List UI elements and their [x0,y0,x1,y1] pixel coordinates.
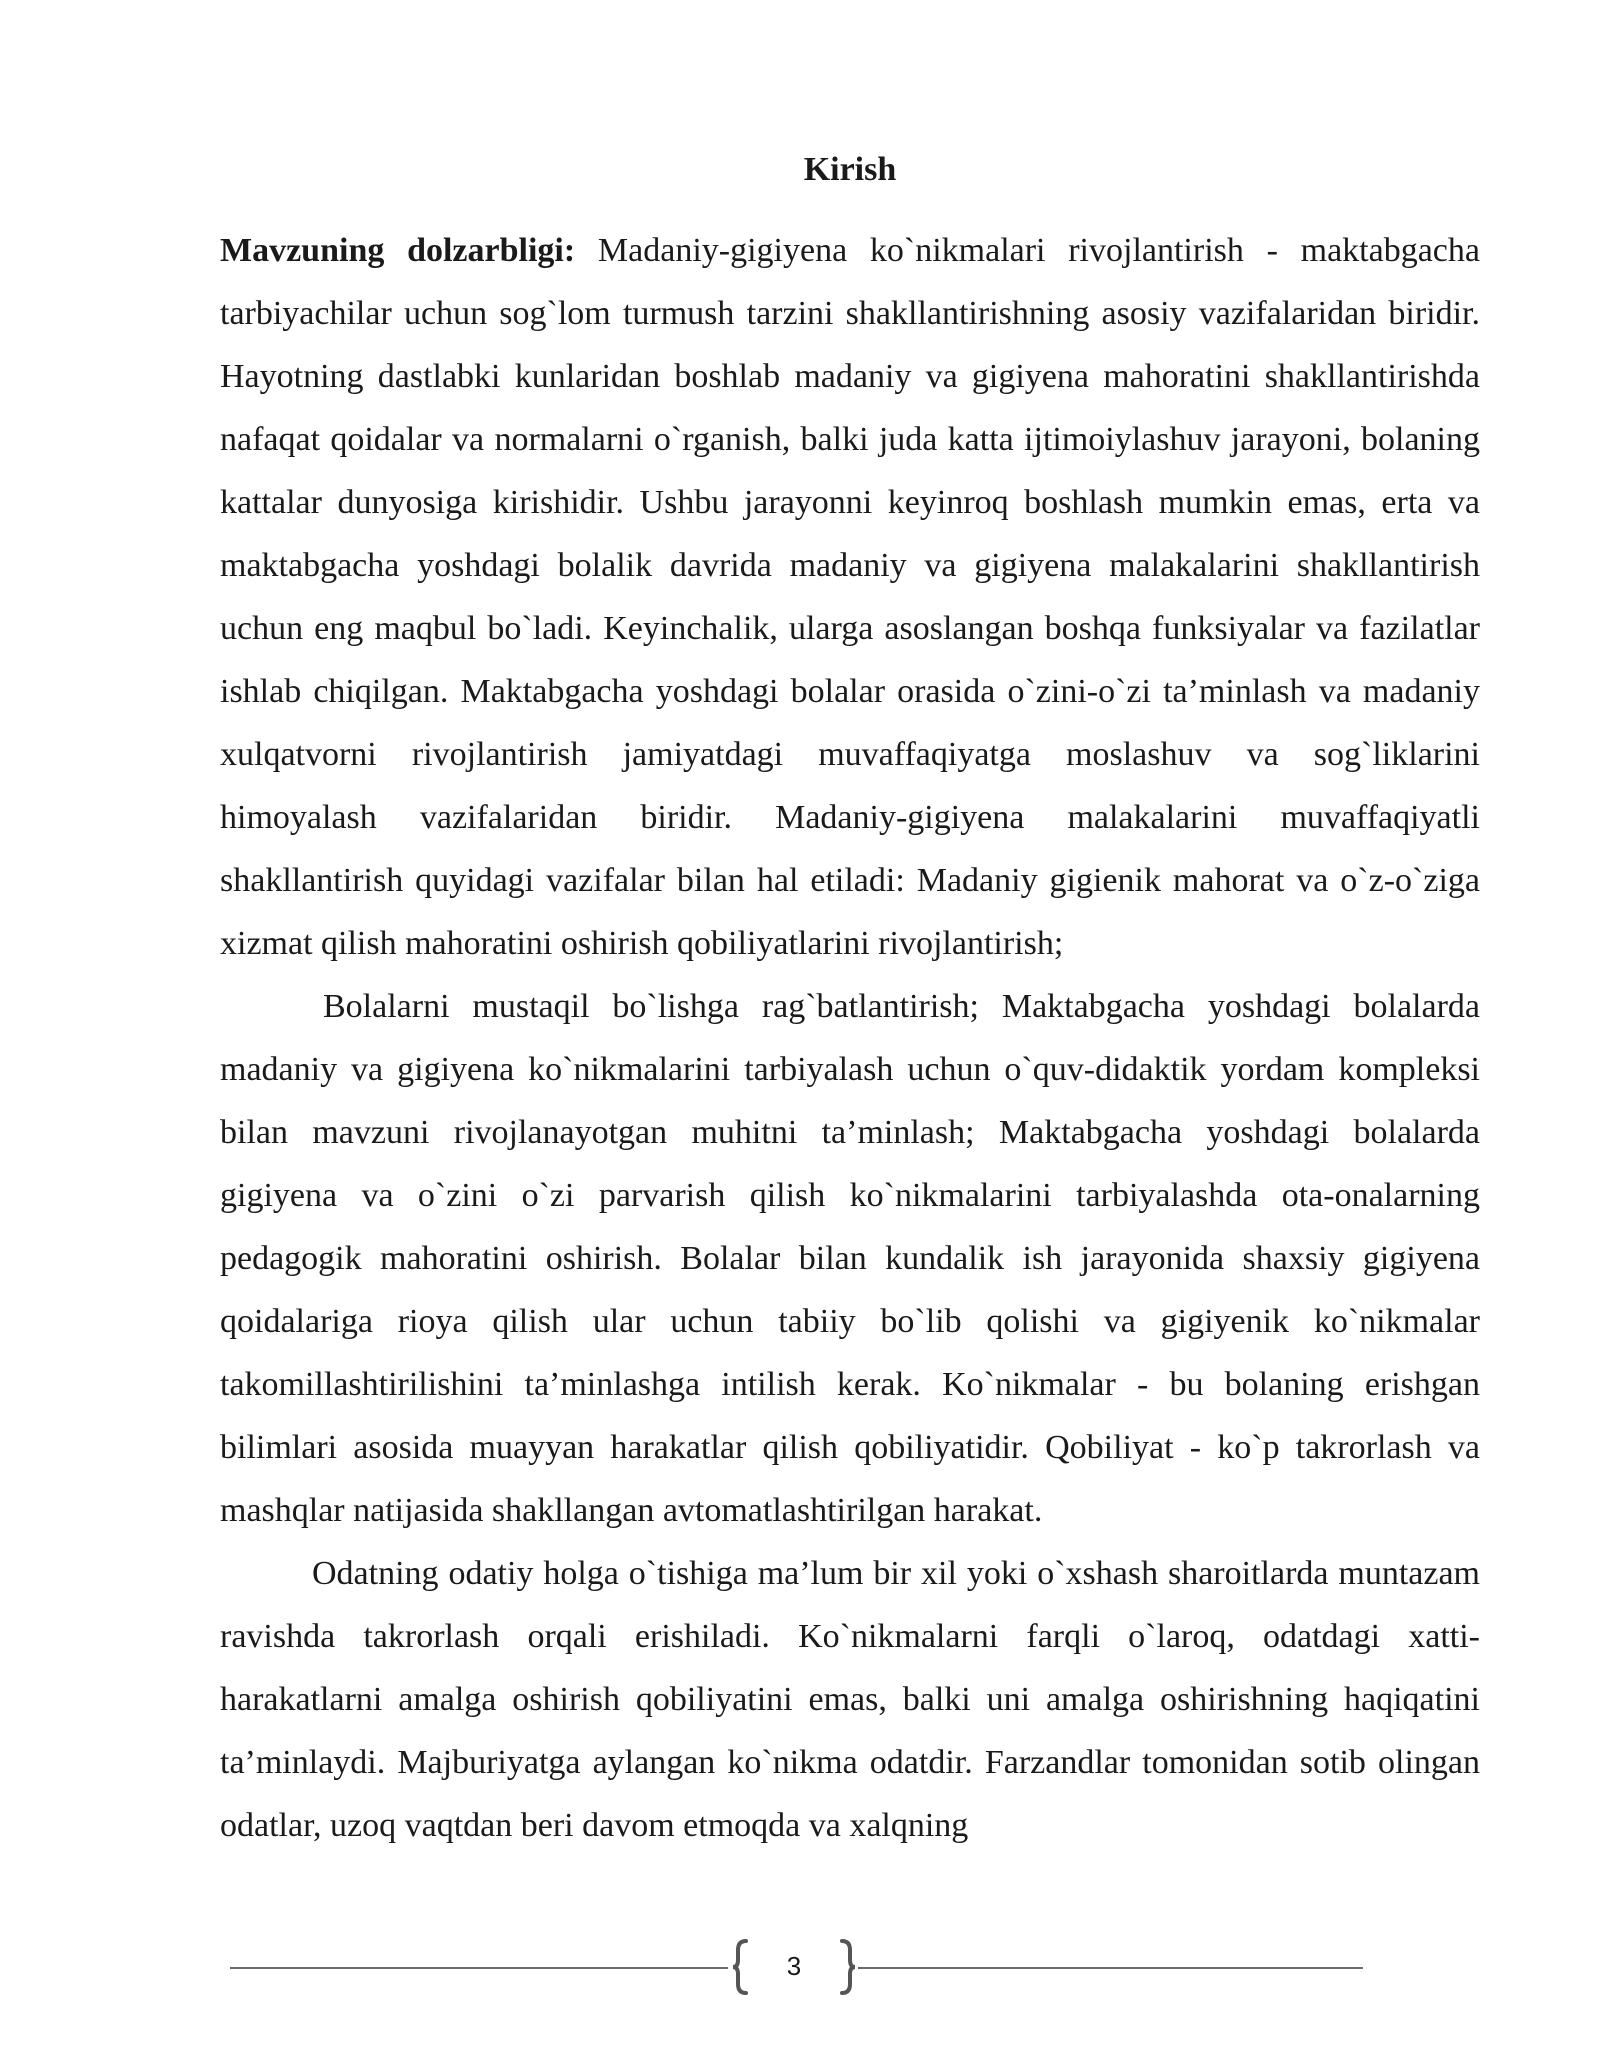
section-title: Kirish [803,151,897,188]
paragraph-relevance [220,219,1480,975]
right-bracket-icon [838,1938,858,1996]
left-bracket-icon [730,1938,750,1996]
paragraph-habits: Odatning odatiy holga o`tishiga ma’lum bir xil yoki o`xshash sharoitlarda muntazam ravishda takrorlash orqali erishiladi. Ko`nikmalarni farqli o`laroq, odatdagi xatti-harakatlarni amalga oshirish qobiliyatini emas, balki uni amalga oshirishning haqiqatini ta’minlaydi. Majburiyatga aylangan ko`nikma odatdir. Farzandlar tomonidan sotib olingan odatlar, uzoq vaqtdan beri davom etmoqda va xalqning [220,1555,1480,1844]
body-text [220,219,1480,1857]
page-footer [230,1938,1365,1998]
paragraph-tasks: Bolalarni mustaqil bo`lishga rag`batlantirish; Maktabgacha yoshdagi bolalarda madaniy va gigiyena ko`nikmalarini tarbiyalash uchun o`quv-didaktik yordam kompleksi bilan mavzuni rivojlanayotgan muhitni ta’minlash; Maktabgacha yoshdagi bolalarda gigiyena va o`zini o`zi parvarish qilish ko`nikmalarini tarbiyalashda ota-onalarning pedagogik mahoratini oshirish. Bolalar bilan kundalik ish jarayonida shaxsiy gigiyena qoidalariga rioya qilish ular uchun tabiiy bo`lib qolishi va gigiyenik ko`nikmalar takomillashtirilishini ta’minlashga intilish kerak. Ko`nikmalar - bu bolaning erishgan bilimlari asosida muayyan harakatlar qilish qobiliyatidir. Qobiliyat - ko`p takrorlash va mashqlar natijasida shakllangan avtomatlashtirilgan harakat. [220,988,1480,1529]
paragraph-text: Madaniy-gigiyena ko`nikmalari rivojlantirish - maktabgacha tarbiyachilar uchun sog`lom turmush tarzini shakllantirishning asosiy vazifalaridan biridir. Hayotning dastlabki kunlaridan boshlab madaniy va gigiyena mahoratini shakllantirishda nafaqat qoidalar va normalarni o`rganish, balki juda katta ijtimoiylashuv jarayoni, bolaning kattalar dunyosiga kirishidir. Ushbu jarayonni keyinroq boshlash mumkin emas, erta va maktabgacha yoshdagi bolalik davrida madaniy va gigiyena malakalarini shakllantirish uchun eng maqbul bo`ladi. Keyinchalik, ularga asoslangan boshqa funksiyalar va fazilatlar ishlab chiqilgan. Maktabgacha yoshdagi bolalar orasida o`zini-o`zi ta’minlash va madaniy xulqatvorni rivojlantirish jamiyatdagi muvaffaqiyatga moslashuv va sog`liklarini himoyalash vazifalaridan biridir. Madaniy-gigiyena malakalarini muvaffaqiyatli shakllantirish quyidagi vazifalar bilan hal etiladi: Madaniy gigienik mahorat va o`z-o`ziga xizmat qilish mahoratini oshirish qobiliyatlarini rivojlantirish; [220,232,1480,962]
page-number: 3 [786,1951,802,1981]
footer-rule-left [230,1967,728,1969]
footer-rule-right [858,1967,1363,1969]
paragraph-lead: Mavzuning dolzarbligi: [220,232,576,269]
